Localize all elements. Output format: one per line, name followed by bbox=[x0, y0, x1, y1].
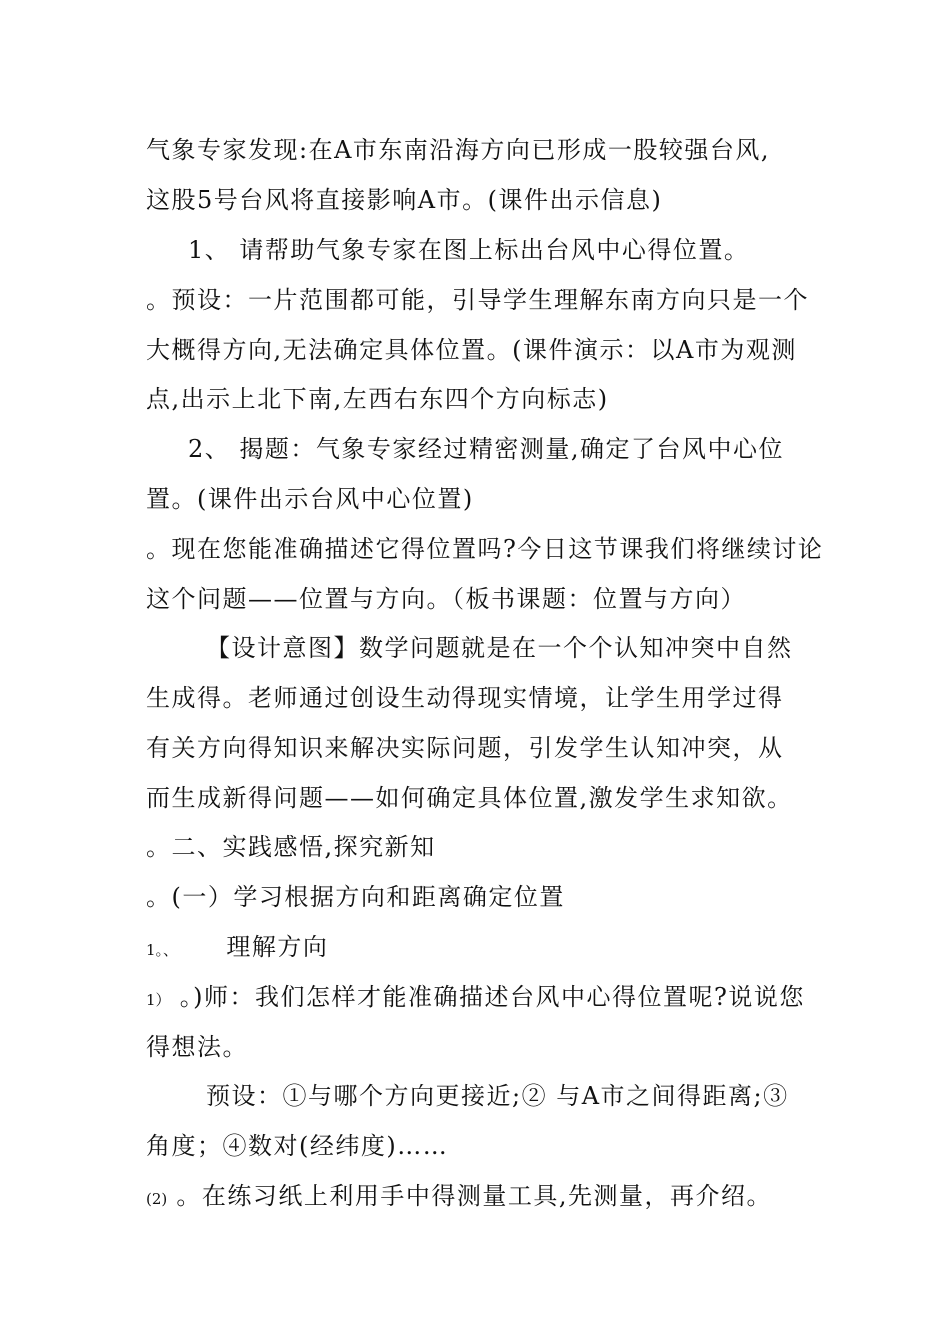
text-line: 点,出示上北下南,左西右东四个方向标志) bbox=[146, 385, 609, 413]
text-line: 这股5号台风将直接影响A市。(课件出示信息) bbox=[146, 186, 663, 214]
item-line bbox=[146, 1180, 816, 1215]
item-number: (2) bbox=[146, 1190, 168, 1208]
section-heading: 。二、实践感悟,探究新知 bbox=[146, 833, 436, 861]
item-text: 。)师：我们怎样才能准确描述台风中心得位置呢?说说您 bbox=[179, 983, 805, 1011]
item-text: 。在练习纸上利用手中得测量工具,先测量，再介绍。 bbox=[176, 1182, 773, 1210]
design-intent-heading: 【设计意图】数学问题就是在一个个认知冲突中自然 bbox=[206, 634, 793, 662]
text-line: 。现在您能准确描述它得位置吗?今日这节课我们将继续讨论 bbox=[146, 535, 824, 563]
text-line: 有关方向得知识来解决实际问题，引发学生认知冲突，从 bbox=[146, 734, 784, 762]
item-number: 1） bbox=[146, 991, 171, 1009]
item-text: 理解方向 bbox=[226, 933, 329, 961]
subsection-heading: 。(一）学习根据方向和距离确定位置 bbox=[146, 883, 565, 911]
item-number: 1。、 bbox=[146, 941, 179, 959]
text-line: 预设：①与哪个方向更接近;② 与A市之间得距离;③ bbox=[206, 1082, 789, 1110]
text-line: 这个问题——位置与方向。（板书课题：位置与方向） bbox=[146, 585, 746, 613]
text-line: 置。(课件出示台风中心位置) bbox=[146, 485, 474, 513]
text-line: 得想法。 bbox=[146, 1033, 248, 1061]
text-line: 生成得。老师通过创设生动得现实情境，让学生用学过得 bbox=[146, 684, 784, 712]
text-line: 而生成新得问题——如何确定具体位置,激发学生求知欲。 bbox=[146, 784, 793, 812]
item-line bbox=[146, 931, 816, 966]
text-line: 角度；④数对(经纬度)…… bbox=[146, 1132, 449, 1160]
text-line: 。预设：一片范围都可能，引导学生理解东南方向只是一个 bbox=[146, 286, 809, 314]
item-line bbox=[146, 981, 816, 1016]
text-line: 大概得方向,无法确定具体位置。(课件演示：以A市为观测 bbox=[146, 336, 797, 364]
text-line: 气象专家发现:在A市东南沿海方向已形成一股较强台风, bbox=[146, 136, 771, 164]
text-line: 1、 请帮助气象专家在图上标出台风中心得位置。 bbox=[188, 236, 750, 264]
text-line: 2、 揭题：气象专家经过精密测量,确定了台风中心位 bbox=[188, 435, 785, 463]
